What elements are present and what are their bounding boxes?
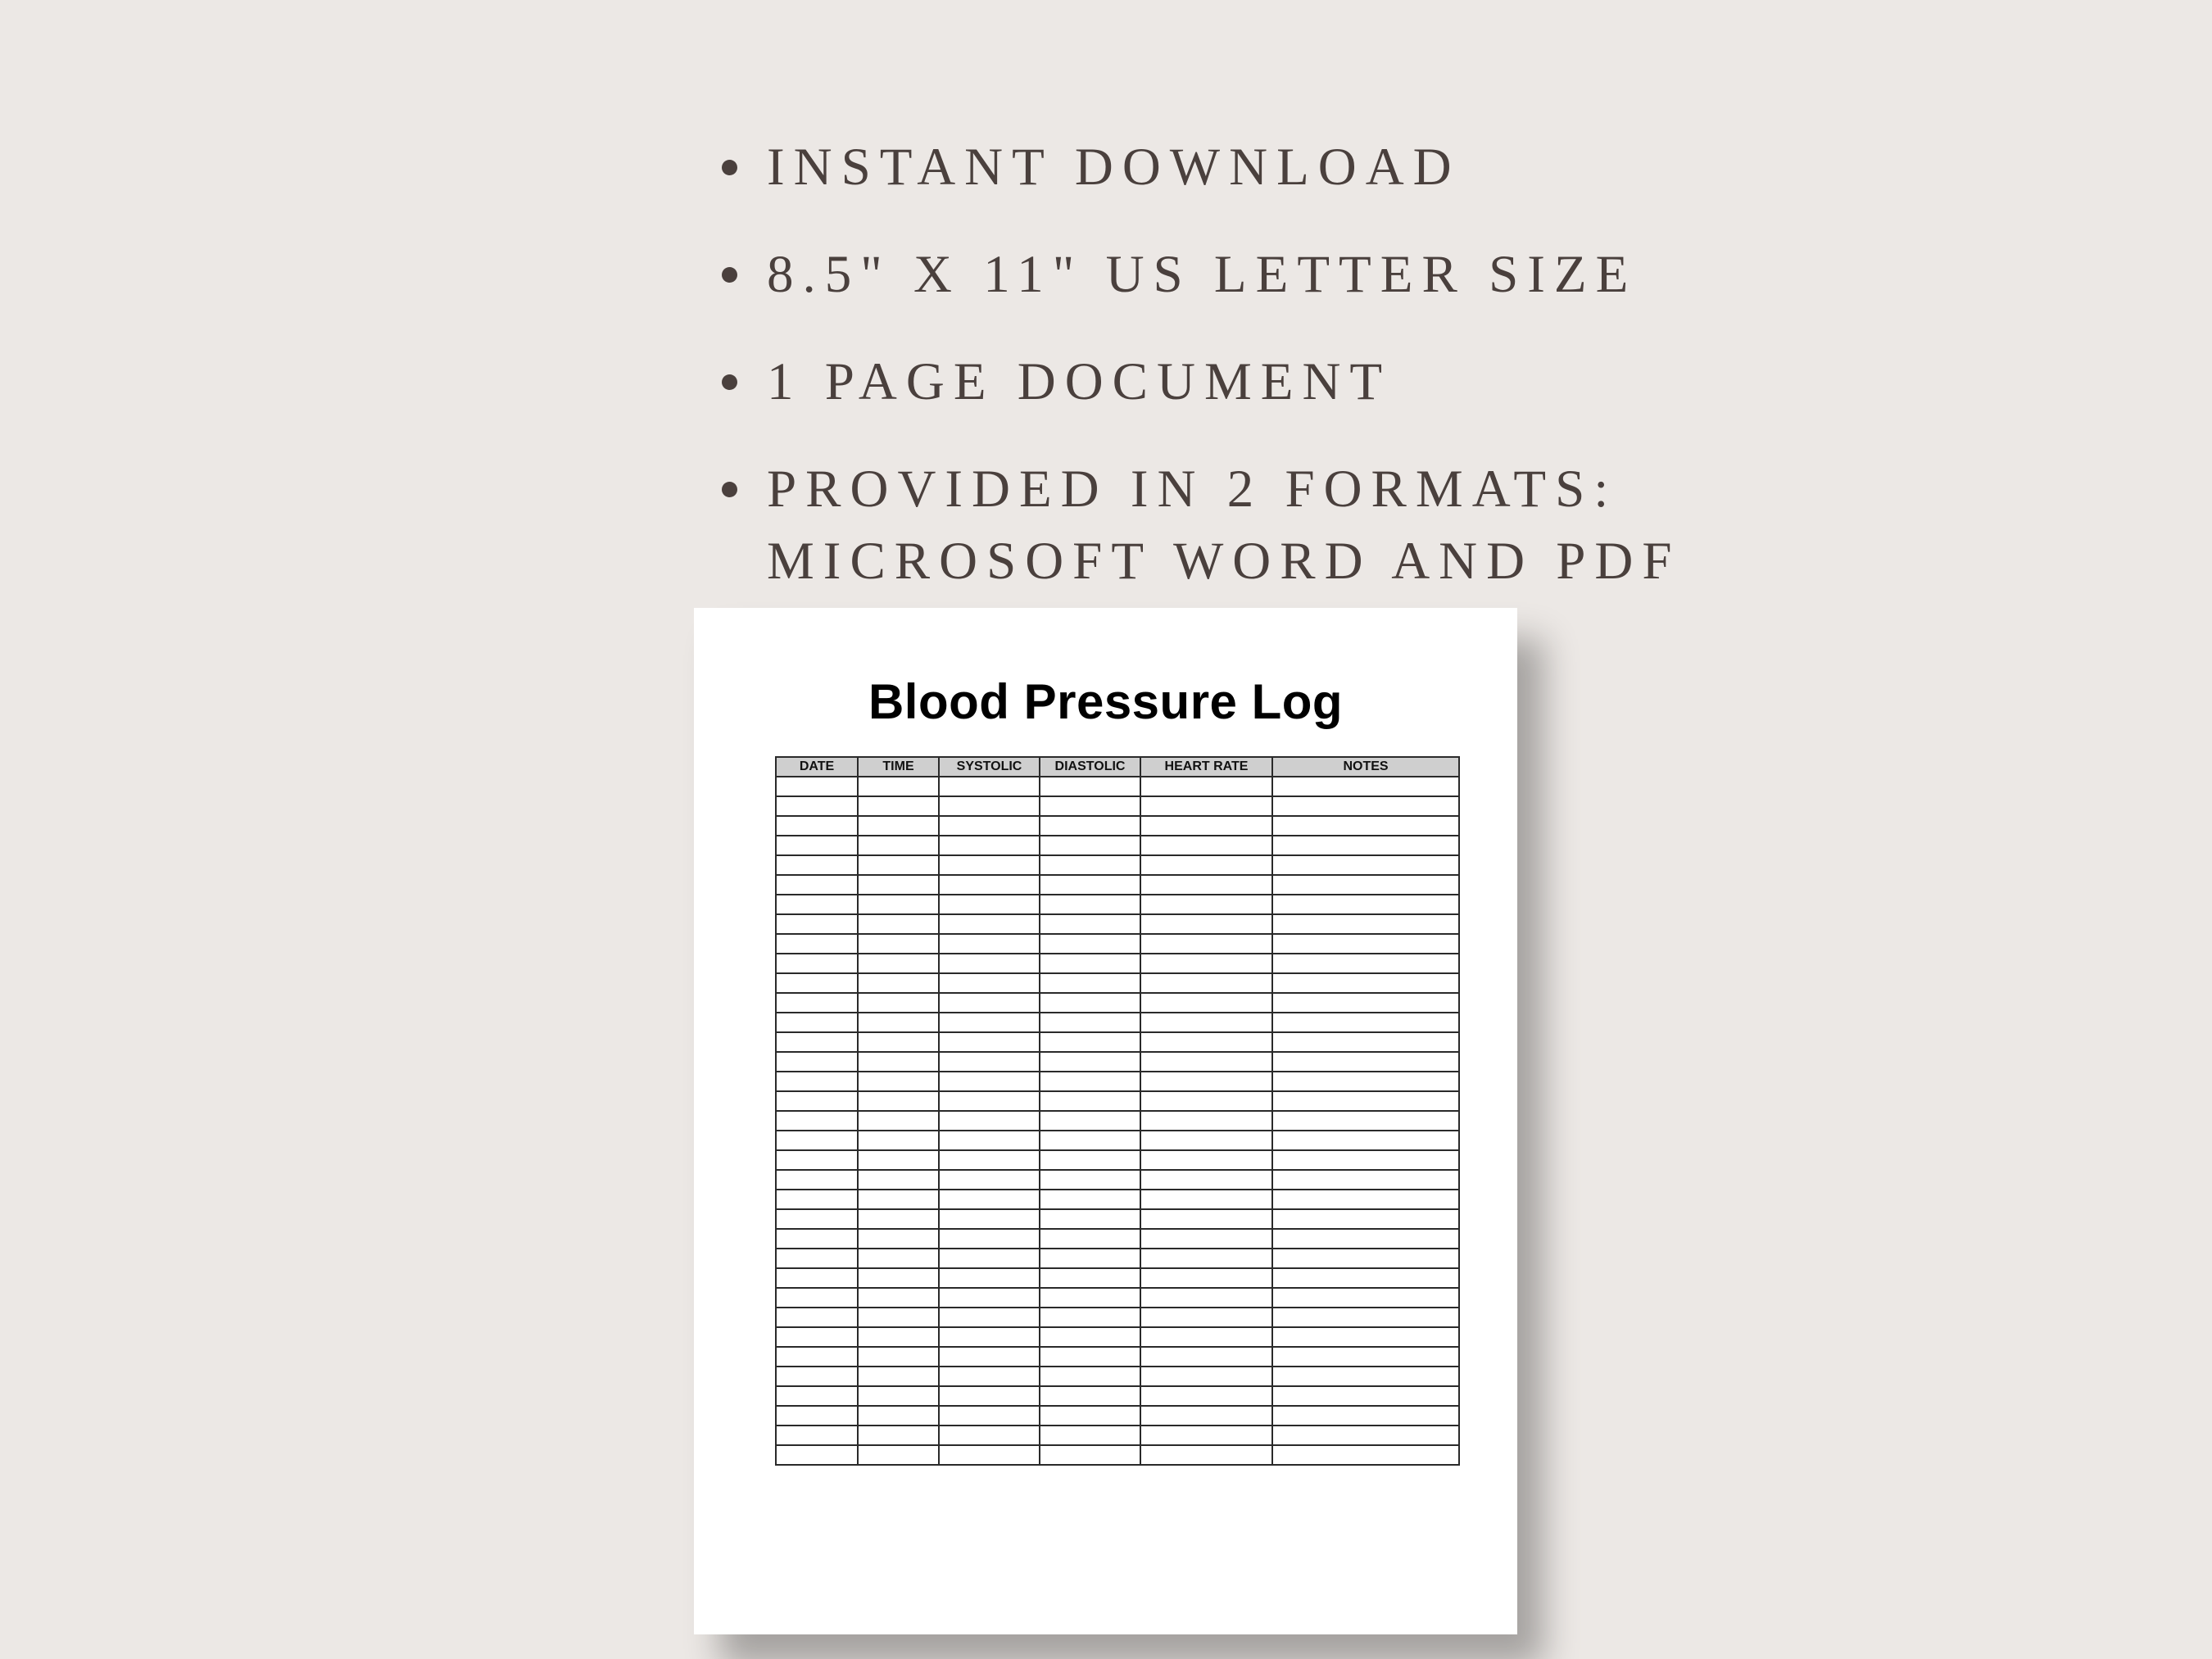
table-cell — [1272, 1052, 1459, 1072]
table-cell — [776, 1072, 858, 1091]
table-cell — [1272, 1288, 1459, 1308]
table-cell — [1140, 1308, 1272, 1327]
table-cell — [776, 1386, 858, 1406]
table-cell — [1140, 777, 1272, 796]
column-header-diastolic: DIASTOLIC — [1040, 757, 1140, 777]
table-cell — [776, 1170, 858, 1190]
table-row — [776, 836, 1459, 855]
column-header-notes: NOTES — [1272, 757, 1459, 777]
table-cell — [1272, 1406, 1459, 1426]
table-cell — [1272, 1229, 1459, 1249]
column-header-time: TIME — [858, 757, 939, 777]
table-cell — [776, 1229, 858, 1249]
table-cell — [1272, 1111, 1459, 1131]
table-cell — [776, 954, 858, 973]
table-cell — [776, 1032, 858, 1052]
table-cell — [858, 934, 939, 954]
table-cell — [776, 934, 858, 954]
feature-text-continued: MICROSOFT WORD AND PDF — [767, 532, 1681, 591]
column-header-heart-rate: HEART RATE — [1140, 757, 1272, 777]
table-cell — [776, 895, 858, 914]
table-cell — [939, 1386, 1040, 1406]
table-row — [776, 816, 1459, 836]
table-cell — [1140, 1150, 1272, 1170]
table-cell — [1140, 1091, 1272, 1111]
table-cell — [776, 1288, 858, 1308]
table-cell — [1140, 1190, 1272, 1209]
table-cell — [1040, 1150, 1140, 1170]
table-cell — [1140, 796, 1272, 816]
table-row — [776, 875, 1459, 895]
blood-pressure-table — [775, 756, 1460, 1466]
table-row — [776, 1209, 1459, 1229]
table-cell — [1040, 1013, 1140, 1032]
table-cell — [1040, 855, 1140, 875]
table-cell — [776, 973, 858, 993]
table-cell — [858, 875, 939, 895]
table-row — [776, 914, 1459, 934]
table-cell — [1272, 934, 1459, 954]
bullet-dot — [722, 160, 737, 175]
table-cell — [858, 973, 939, 993]
table-cell — [1272, 1013, 1459, 1032]
table-row — [776, 1150, 1459, 1170]
table-cell — [1040, 1426, 1140, 1445]
table-cell — [1272, 1072, 1459, 1091]
table-cell — [776, 1426, 858, 1445]
table-row — [776, 1426, 1459, 1445]
table-cell — [858, 1072, 939, 1091]
table-cell — [1140, 1249, 1272, 1268]
table-cell — [1140, 836, 1272, 855]
table-cell — [1040, 836, 1140, 855]
feature-item — [713, 346, 1737, 418]
table-cell — [1140, 1229, 1272, 1249]
table-cell — [1040, 1327, 1140, 1347]
table-cell — [1140, 1406, 1272, 1426]
table-cell — [1272, 993, 1459, 1013]
table-cell — [858, 1150, 939, 1170]
table-cell — [1272, 1445, 1459, 1465]
table-cell — [858, 777, 939, 796]
table-cell — [858, 954, 939, 973]
table-cell — [1272, 1327, 1459, 1347]
table-cell — [858, 1229, 939, 1249]
table-cell — [1140, 973, 1272, 993]
table-cell — [939, 1249, 1040, 1268]
table-cell — [776, 1052, 858, 1072]
table-row — [776, 1111, 1459, 1131]
feature-list — [713, 131, 1737, 632]
table-cell — [776, 1209, 858, 1229]
table-cell — [776, 1406, 858, 1426]
feature-text: PROVIDED IN 2 FORMATS: — [767, 460, 1618, 519]
table-cell — [858, 855, 939, 875]
table-cell — [858, 1308, 939, 1327]
table-cell — [1040, 1091, 1140, 1111]
table-cell — [858, 993, 939, 1013]
table-cell — [1272, 1131, 1459, 1150]
table-cell — [1272, 1150, 1459, 1170]
table-cell — [1040, 1072, 1140, 1091]
feature-item — [713, 131, 1737, 203]
table-cell — [1040, 796, 1140, 816]
table-row — [776, 1288, 1459, 1308]
table-cell — [1272, 777, 1459, 796]
table-cell — [939, 1170, 1040, 1190]
table-cell — [939, 934, 1040, 954]
table-cell — [858, 1190, 939, 1209]
table-body — [776, 777, 1459, 1465]
table-row — [776, 855, 1459, 875]
table-cell — [1272, 895, 1459, 914]
table-cell — [1040, 1406, 1140, 1426]
table-cell — [776, 1268, 858, 1288]
table-row — [776, 895, 1459, 914]
table-header-row — [776, 757, 1459, 777]
table-cell — [939, 954, 1040, 973]
table-cell — [1040, 1268, 1140, 1288]
table-cell — [1272, 1367, 1459, 1386]
table-cell — [1272, 1249, 1459, 1268]
table-cell — [1040, 777, 1140, 796]
table-cell — [1272, 914, 1459, 934]
table-cell — [939, 1032, 1040, 1052]
table-cell — [858, 796, 939, 816]
table-cell — [1040, 1229, 1140, 1249]
table-cell — [1272, 875, 1459, 895]
table-row — [776, 1052, 1459, 1072]
table-row — [776, 1386, 1459, 1406]
table-cell — [858, 914, 939, 934]
table-cell — [939, 1367, 1040, 1386]
table-cell — [858, 1091, 939, 1111]
table-cell — [1272, 1268, 1459, 1288]
table-cell — [1040, 1347, 1140, 1367]
table-cell — [858, 1445, 939, 1465]
table-cell — [1272, 1032, 1459, 1052]
table-cell — [1272, 1170, 1459, 1190]
table-row — [776, 1131, 1459, 1150]
table-cell — [939, 1268, 1040, 1288]
table-cell — [776, 875, 858, 895]
table-cell — [939, 836, 1040, 855]
table-cell — [1040, 993, 1140, 1013]
table-row — [776, 1013, 1459, 1032]
table-cell — [1040, 1445, 1140, 1465]
table-cell — [1040, 1288, 1140, 1308]
bullet-dot — [722, 482, 737, 497]
table-row — [776, 1229, 1459, 1249]
table-cell — [1040, 1032, 1140, 1052]
table-row — [776, 1249, 1459, 1268]
table-cell — [1140, 1288, 1272, 1308]
table-cell — [939, 1426, 1040, 1445]
table-cell — [858, 1268, 939, 1288]
table-cell — [1272, 796, 1459, 816]
table-cell — [939, 1347, 1040, 1367]
table-cell — [776, 1111, 858, 1131]
feature-item — [713, 238, 1737, 310]
table-cell — [1140, 914, 1272, 934]
table-cell — [939, 895, 1040, 914]
table-cell — [1140, 954, 1272, 973]
table-row — [776, 777, 1459, 796]
table-row — [776, 1170, 1459, 1190]
table-cell — [1040, 1249, 1140, 1268]
table-cell — [1140, 1426, 1272, 1445]
table-cell — [939, 1406, 1040, 1426]
table-cell — [1272, 1190, 1459, 1209]
table-row — [776, 1308, 1459, 1327]
table-cell — [939, 1131, 1040, 1150]
feature-text: INSTANT DOWNLOAD — [767, 138, 1461, 197]
table-cell — [939, 875, 1040, 895]
table-cell — [1040, 954, 1140, 973]
table-cell — [1272, 954, 1459, 973]
feature-text: 1 PAGE DOCUMENT — [767, 352, 1392, 411]
table-cell — [1040, 1190, 1140, 1209]
feature-text: 8.5" X 11" US LETTER SIZE — [767, 245, 1638, 304]
table-cell — [1140, 1347, 1272, 1367]
table-cell — [939, 1288, 1040, 1308]
table-cell — [1140, 934, 1272, 954]
table-cell — [1040, 934, 1140, 954]
table-row — [776, 1406, 1459, 1426]
table-cell — [1040, 1131, 1140, 1150]
table-cell — [1140, 1170, 1272, 1190]
table-cell — [1140, 1052, 1272, 1072]
table-row — [776, 993, 1459, 1013]
table-cell — [858, 1249, 939, 1268]
table-row — [776, 954, 1459, 973]
bullet-dot — [722, 267, 737, 283]
table-row — [776, 1367, 1459, 1386]
table-cell — [1272, 1091, 1459, 1111]
table-cell — [1140, 1367, 1272, 1386]
table-cell — [776, 1327, 858, 1347]
table-cell — [939, 777, 1040, 796]
table-cell — [858, 895, 939, 914]
table-cell — [858, 1032, 939, 1052]
table-cell — [1040, 1308, 1140, 1327]
document-preview — [694, 608, 1517, 1634]
table-cell — [776, 1445, 858, 1465]
table-cell — [858, 816, 939, 836]
table-cell — [1140, 875, 1272, 895]
table-cell — [939, 1091, 1040, 1111]
table-row — [776, 1072, 1459, 1091]
table-cell — [939, 1072, 1040, 1091]
table-cell — [1272, 1308, 1459, 1327]
column-header-date: DATE — [776, 757, 858, 777]
table-row — [776, 1190, 1459, 1209]
table-cell — [939, 1052, 1040, 1072]
table-row — [776, 1032, 1459, 1052]
table-cell — [1140, 816, 1272, 836]
table-cell — [939, 1190, 1040, 1209]
table-cell — [939, 1013, 1040, 1032]
table-cell — [776, 1131, 858, 1150]
table-cell — [858, 1170, 939, 1190]
table-cell — [776, 1150, 858, 1170]
table-cell — [776, 836, 858, 855]
table-cell — [776, 1091, 858, 1111]
table-cell — [1140, 1268, 1272, 1288]
table-cell — [858, 1013, 939, 1032]
table-cell — [939, 1150, 1040, 1170]
table-row — [776, 1445, 1459, 1465]
bullet-dot — [722, 374, 737, 390]
table-cell — [1140, 1209, 1272, 1229]
table-cell — [1140, 1013, 1272, 1032]
table-cell — [1040, 1367, 1140, 1386]
table-row — [776, 934, 1459, 954]
table-cell — [1040, 816, 1140, 836]
table-cell — [939, 993, 1040, 1013]
table-cell — [776, 993, 858, 1013]
table-cell — [776, 914, 858, 934]
table-cell — [858, 1327, 939, 1347]
table-cell — [1140, 1032, 1272, 1052]
table-cell — [1140, 993, 1272, 1013]
table-cell — [1140, 1131, 1272, 1150]
feature-item — [713, 453, 1737, 597]
table-cell — [1040, 1386, 1140, 1406]
column-header-systolic: SYSTOLIC — [939, 757, 1040, 777]
table-cell — [1140, 1386, 1272, 1406]
table-cell — [1140, 1327, 1272, 1347]
table-cell — [858, 836, 939, 855]
table-row — [776, 796, 1459, 816]
table-cell — [858, 1131, 939, 1150]
table-cell — [939, 816, 1040, 836]
table-row — [776, 1268, 1459, 1288]
table-cell — [1040, 1209, 1140, 1229]
table-cell — [776, 1347, 858, 1367]
table-cell — [1040, 895, 1140, 914]
table-cell — [776, 1249, 858, 1268]
table-cell — [939, 855, 1040, 875]
table-cell — [858, 1367, 939, 1386]
table-cell — [776, 1190, 858, 1209]
table-cell — [1272, 973, 1459, 993]
table-row — [776, 1347, 1459, 1367]
table-cell — [776, 777, 858, 796]
table-cell — [858, 1209, 939, 1229]
document-title: Blood Pressure Log — [868, 674, 1344, 729]
table-cell — [858, 1347, 939, 1367]
table-cell — [1140, 895, 1272, 914]
table-cell — [1272, 855, 1459, 875]
table-cell — [1140, 1445, 1272, 1465]
table-cell — [1040, 1052, 1140, 1072]
table-cell — [1272, 1347, 1459, 1367]
table-cell — [1140, 1072, 1272, 1091]
table-row — [776, 1327, 1459, 1347]
table-cell — [939, 1308, 1040, 1327]
table-cell — [858, 1386, 939, 1406]
table-cell — [1272, 1386, 1459, 1406]
table-cell — [1272, 836, 1459, 855]
table-cell — [776, 816, 858, 836]
table-row — [776, 973, 1459, 993]
table-cell — [939, 1209, 1040, 1229]
table-cell — [776, 796, 858, 816]
table-cell — [1140, 1111, 1272, 1131]
table-cell — [939, 1229, 1040, 1249]
table-cell — [1272, 1209, 1459, 1229]
table-cell — [858, 1426, 939, 1445]
table-cell — [939, 796, 1040, 816]
table-cell — [1040, 973, 1140, 993]
table-cell — [1272, 816, 1459, 836]
table-cell — [858, 1052, 939, 1072]
table-cell — [858, 1406, 939, 1426]
table-cell — [939, 1327, 1040, 1347]
table-cell — [1040, 1111, 1140, 1131]
table-cell — [858, 1288, 939, 1308]
table-cell — [1040, 1170, 1140, 1190]
table-cell — [776, 855, 858, 875]
table-cell — [776, 1367, 858, 1386]
table-cell — [939, 1445, 1040, 1465]
table-row — [776, 1091, 1459, 1111]
table-cell — [939, 973, 1040, 993]
table-cell — [939, 914, 1040, 934]
table-cell — [1040, 875, 1140, 895]
table-cell — [1140, 855, 1272, 875]
table-cell — [1272, 1426, 1459, 1445]
table-cell — [939, 1111, 1040, 1131]
table-cell — [1040, 914, 1140, 934]
table-cell — [858, 1111, 939, 1131]
table-cell — [776, 1308, 858, 1327]
table-cell — [776, 1013, 858, 1032]
